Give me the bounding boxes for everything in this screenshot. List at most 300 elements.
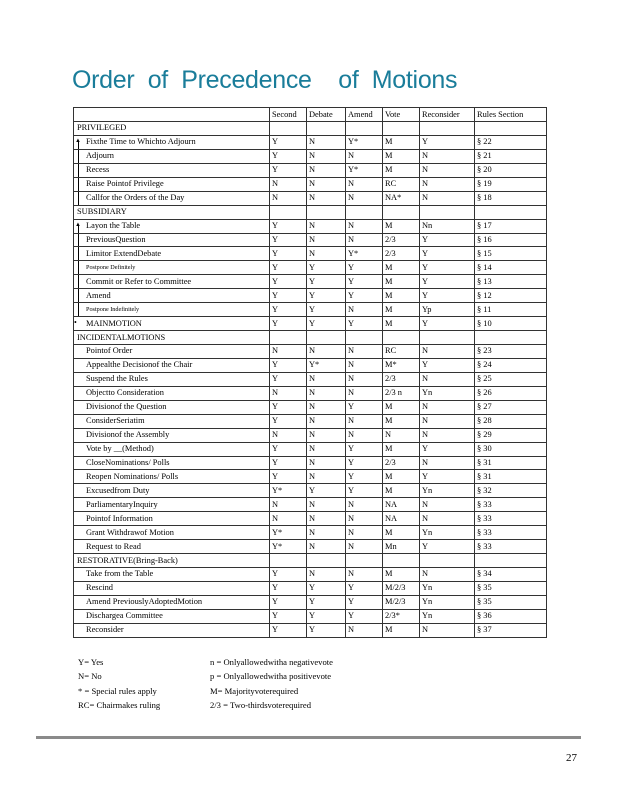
value-cell: N	[420, 191, 475, 205]
header-cell	[74, 108, 270, 122]
motion-name: MAINMOTION	[86, 318, 142, 328]
value-cell: Y	[270, 233, 307, 247]
value-cell: N	[420, 568, 475, 582]
motion-name-cell	[74, 609, 270, 623]
value-cell: Y	[270, 623, 307, 637]
value-cell: Mn	[383, 540, 420, 554]
motion-name: Postpone Definitely	[86, 263, 136, 271]
header-cell: Debate	[307, 108, 346, 122]
motion-name-cell	[74, 372, 270, 386]
table-row	[74, 428, 547, 442]
value-cell: Y	[307, 303, 346, 317]
page-title: Order of Precedence of Motions	[72, 66, 458, 94]
value-cell: N	[346, 177, 383, 191]
value-cell: Y	[307, 484, 346, 498]
value-cell: M	[383, 400, 420, 414]
empty-cell	[475, 554, 547, 568]
value-cell: Y	[346, 470, 383, 484]
value-cell: N	[346, 386, 383, 400]
value-cell: 2/3	[383, 247, 420, 261]
value-cell: N	[307, 135, 346, 149]
value-cell: Y*	[270, 526, 307, 540]
value-cell: § 12	[475, 289, 547, 303]
value-cell: Y*	[346, 247, 383, 261]
value-cell: N	[346, 191, 383, 205]
value-cell: Y	[307, 289, 346, 303]
value-cell: N	[420, 456, 475, 470]
value-cell: N	[270, 191, 307, 205]
motion-name-cell	[74, 414, 270, 428]
bullet-icon: •	[74, 318, 77, 328]
table-row	[74, 526, 547, 540]
precedence-bar	[78, 261, 79, 274]
motion-name: Appealthe Decisionof the Chair	[86, 360, 193, 370]
table-row	[74, 568, 547, 582]
value-cell: Y	[270, 135, 307, 149]
value-cell: Y*	[346, 135, 383, 149]
legend-key: RC= Chairmakes ruling	[78, 699, 161, 710]
motion-name: Commit or Refer to Committee	[86, 276, 192, 286]
precedence-bar	[78, 192, 79, 205]
value-cell: N	[270, 498, 307, 512]
value-cell: § 13	[475, 275, 547, 289]
value-cell: Nn	[420, 219, 475, 233]
precedence-bar	[78, 275, 79, 288]
value-cell: N	[346, 414, 383, 428]
motion-name-cell	[74, 247, 270, 261]
value-cell: Y	[307, 317, 346, 331]
motion-name-cell	[74, 135, 270, 149]
value-cell: Y	[270, 219, 307, 233]
table-row	[74, 163, 547, 177]
value-cell: Y	[270, 609, 307, 623]
value-cell: N	[270, 512, 307, 526]
value-cell: 2/3*	[383, 609, 420, 623]
arrow-up-icon: ▲	[75, 137, 81, 144]
value-cell: 2/3	[383, 233, 420, 247]
precedence-bar	[78, 234, 79, 247]
empty-cell	[346, 205, 383, 219]
value-cell: Y	[270, 568, 307, 582]
value-cell: N	[420, 400, 475, 414]
motion-name: Objectto Consideration	[86, 388, 164, 398]
value-cell: N	[307, 219, 346, 233]
value-cell: Y	[420, 442, 475, 456]
value-cell: N	[420, 498, 475, 512]
table-row	[74, 386, 547, 400]
motion-name: ConsiderSeriatim	[86, 416, 145, 426]
value-cell: N	[307, 149, 346, 163]
arrow-up-icon: ▲	[75, 221, 81, 228]
value-cell: Y	[270, 581, 307, 595]
precedence-bar	[78, 289, 79, 302]
value-cell: § 23	[475, 345, 547, 359]
value-cell: § 11	[475, 303, 547, 317]
page-number: 27	[566, 752, 577, 764]
empty-cell	[307, 205, 346, 219]
legend-key: 2/3 = Two-thirdsvoterequired	[210, 699, 311, 710]
empty-cell	[383, 122, 420, 136]
value-cell: Y	[307, 261, 346, 275]
value-cell: N	[307, 247, 346, 261]
value-cell: § 30	[475, 442, 547, 456]
motion-name-cell	[74, 275, 270, 289]
value-cell: N	[307, 498, 346, 512]
motion-name: CloseNominations/ Polls	[86, 457, 170, 467]
value-cell: Yn	[420, 484, 475, 498]
value-cell: N	[270, 428, 307, 442]
value-cell: N	[420, 512, 475, 526]
motion-name: Postpone Indefinitely	[86, 305, 140, 313]
table-row	[74, 191, 547, 205]
table-row	[74, 414, 547, 428]
value-cell: M	[383, 261, 420, 275]
motion-name-cell	[74, 149, 270, 163]
value-cell: Yn	[420, 526, 475, 540]
table-row	[74, 372, 547, 386]
header-cell: Second	[270, 108, 307, 122]
value-cell: Y	[270, 317, 307, 331]
value-cell: § 21	[475, 149, 547, 163]
header-cell: Rules Section	[475, 108, 547, 122]
motion-name-cell	[74, 442, 270, 456]
value-cell: N	[307, 428, 346, 442]
value-cell: § 25	[475, 372, 547, 386]
value-cell: Y	[420, 261, 475, 275]
value-cell: Y	[270, 247, 307, 261]
empty-cell	[383, 205, 420, 219]
table-row	[74, 470, 547, 484]
value-cell: M	[383, 484, 420, 498]
value-cell: RC	[383, 177, 420, 191]
value-cell: § 35	[475, 595, 547, 609]
value-cell: § 27	[475, 400, 547, 414]
value-cell: N	[346, 568, 383, 582]
table-row	[74, 233, 547, 247]
table-row	[74, 275, 547, 289]
value-cell: Y	[346, 456, 383, 470]
motion-name-cell	[74, 456, 270, 470]
value-cell: Y	[270, 470, 307, 484]
value-cell: Y	[346, 400, 383, 414]
value-cell: N	[307, 512, 346, 526]
section-label: RESTORATIVE(Bring-Back)	[74, 554, 270, 568]
table-row	[74, 623, 547, 637]
value-cell: § 35	[475, 581, 547, 595]
motion-name: Reopen Nominations/ Polls	[86, 471, 179, 481]
value-cell: Y	[346, 317, 383, 331]
value-cell: § 14	[475, 261, 547, 275]
value-cell: Y	[270, 372, 307, 386]
value-cell: N	[346, 219, 383, 233]
value-cell: N	[270, 177, 307, 191]
motion-name-cell	[74, 261, 270, 275]
motion-name: Pointof Information	[86, 513, 153, 523]
value-cell: Y	[270, 289, 307, 303]
value-cell: § 29	[475, 428, 547, 442]
table-row	[74, 149, 547, 163]
motion-name: Layon the Table	[86, 221, 141, 231]
precedence-bar	[78, 164, 79, 177]
value-cell: N	[420, 372, 475, 386]
value-cell: Y*	[346, 163, 383, 177]
value-cell: Y	[307, 609, 346, 623]
empty-cell	[307, 122, 346, 136]
motion-name: Callfor the Orders of the Day	[86, 193, 185, 203]
legend-key: Y= Yes	[78, 657, 104, 667]
table-row	[74, 289, 547, 303]
value-cell: M	[383, 219, 420, 233]
motion-name-cell	[74, 470, 270, 484]
motion-name-cell	[74, 219, 270, 233]
table-row	[74, 400, 547, 414]
value-cell: M	[383, 289, 420, 303]
value-cell: N	[346, 372, 383, 386]
value-cell: Y	[346, 609, 383, 623]
value-cell: M	[383, 317, 420, 331]
motion-name-cell	[74, 289, 270, 303]
value-cell: Y	[307, 275, 346, 289]
value-cell: Y	[346, 581, 383, 595]
value-cell: N	[346, 512, 383, 526]
motion-name: Grant Withdrawof Motion	[86, 527, 174, 537]
value-cell: N	[420, 345, 475, 359]
value-cell: § 10	[475, 317, 547, 331]
value-cell: Y	[270, 149, 307, 163]
empty-cell	[270, 122, 307, 136]
motion-name: Fixthe Time to Whichto Adjourn	[86, 137, 196, 147]
value-cell: Yn	[420, 386, 475, 400]
value-cell: N	[307, 540, 346, 554]
value-cell: Y	[346, 442, 383, 456]
empty-cell	[475, 205, 547, 219]
value-cell: Y*	[270, 540, 307, 554]
value-cell: Y	[346, 275, 383, 289]
precedence-bar	[78, 303, 79, 316]
value-cell: N	[346, 303, 383, 317]
value-cell: N	[307, 470, 346, 484]
motion-name: ParliamentaryInquiry	[86, 499, 158, 509]
value-cell: Y	[420, 358, 475, 372]
value-cell: N	[307, 345, 346, 359]
legend-key: p = Onlyallowedwitha positivevote	[210, 671, 332, 682]
motion-name-cell	[74, 317, 270, 331]
value-cell: § 16	[475, 233, 547, 247]
value-cell: § 31	[475, 470, 547, 484]
value-cell: N	[420, 163, 475, 177]
motion-name: Dischargea Committee	[86, 611, 163, 621]
table-row	[74, 484, 547, 498]
value-cell: Y*	[270, 484, 307, 498]
motion-name-cell	[74, 484, 270, 498]
header-cell: Amend	[346, 108, 383, 122]
empty-cell	[270, 554, 307, 568]
value-cell: M	[383, 149, 420, 163]
motion-name: Adjourn	[86, 151, 114, 161]
value-cell: M/2/3	[383, 595, 420, 609]
motion-name: Divisionof the Question	[86, 402, 167, 412]
motion-name-cell	[74, 233, 270, 247]
table-row	[74, 219, 547, 233]
motion-name-cell	[74, 623, 270, 637]
table-row	[74, 498, 547, 512]
value-cell: 2/3	[383, 456, 420, 470]
value-cell: Y	[270, 414, 307, 428]
value-cell: N	[307, 233, 346, 247]
section-row	[74, 122, 547, 136]
motion-name-cell	[74, 400, 270, 414]
precedence-bar	[78, 178, 79, 191]
motion-name: Recess	[86, 165, 110, 175]
table-row	[74, 261, 547, 275]
value-cell: Y	[346, 289, 383, 303]
motion-name-cell	[74, 428, 270, 442]
value-cell: § 22	[475, 135, 547, 149]
value-cell: § 31	[475, 456, 547, 470]
value-cell: Y	[270, 400, 307, 414]
motion-name-cell	[74, 581, 270, 595]
empty-cell	[270, 331, 307, 345]
motion-name: PreviousQuestion	[86, 234, 146, 244]
section-label: SUBSIDIARY	[74, 205, 270, 219]
value-cell: M	[383, 275, 420, 289]
table-row	[74, 345, 547, 359]
value-cell: M	[383, 568, 420, 582]
motion-name-cell	[74, 177, 270, 191]
value-cell: § 33	[475, 540, 547, 554]
value-cell: M	[383, 470, 420, 484]
legend-key: M= Majorityvoterequired	[210, 685, 299, 696]
value-cell: Y	[420, 275, 475, 289]
motion-name-cell	[74, 386, 270, 400]
empty-cell	[383, 554, 420, 568]
value-cell: M	[383, 623, 420, 637]
value-cell: 2/3 n	[383, 386, 420, 400]
empty-cell	[475, 122, 547, 136]
value-cell: N	[307, 191, 346, 205]
value-cell: Y	[346, 595, 383, 609]
empty-cell	[346, 331, 383, 345]
header-cell: Reconsider	[420, 108, 475, 122]
value-cell: Y	[420, 540, 475, 554]
empty-cell	[420, 554, 475, 568]
table-row	[74, 595, 547, 609]
empty-cell	[420, 122, 475, 136]
table-header-row	[74, 108, 547, 122]
value-cell: § 15	[475, 247, 547, 261]
section-label: INCIDENTALMOTIONS	[74, 331, 270, 345]
motion-name: Suspend the Rules	[86, 374, 148, 384]
value-cell: N	[346, 498, 383, 512]
precedence-bar	[78, 247, 79, 260]
section-label: PRIVILEGED	[74, 122, 270, 136]
motion-name-cell	[74, 526, 270, 540]
value-cell: Y	[270, 261, 307, 275]
table-row	[74, 358, 547, 372]
value-cell: M*	[383, 358, 420, 372]
motion-name: Divisionof the Assembly	[86, 430, 170, 440]
value-cell: NA*	[383, 191, 420, 205]
value-cell: M	[383, 526, 420, 540]
motion-name: Vote by __(Method)	[86, 444, 154, 454]
value-cell: § 32	[475, 484, 547, 498]
value-cell: M	[383, 135, 420, 149]
table-row	[74, 442, 547, 456]
motion-name-cell	[74, 568, 270, 582]
motions-table-container	[73, 107, 546, 638]
value-cell: N	[307, 568, 346, 582]
empty-cell	[346, 554, 383, 568]
table-row	[74, 609, 547, 623]
value-cell: Y	[420, 470, 475, 484]
value-cell: N	[307, 414, 346, 428]
value-cell: Yn	[420, 595, 475, 609]
value-cell: N	[346, 428, 383, 442]
motion-name: Amend PreviouslyAdoptedMotion	[86, 597, 203, 607]
motion-name-cell	[74, 540, 270, 554]
legend-key: n = Onlyallowedwitha negativevote	[210, 657, 333, 667]
value-cell: Y	[270, 275, 307, 289]
value-cell: N	[346, 233, 383, 247]
motion-name: Rescind	[86, 583, 113, 593]
motion-name-cell	[74, 595, 270, 609]
legend-key: * = Special rules apply	[78, 685, 157, 696]
empty-cell	[420, 205, 475, 219]
motion-name-cell	[74, 512, 270, 526]
empty-cell	[475, 331, 547, 345]
value-cell: Y	[346, 484, 383, 498]
value-cell: Y	[270, 442, 307, 456]
value-cell: N	[270, 345, 307, 359]
table-row	[74, 135, 547, 149]
table-row	[74, 581, 547, 595]
value-cell: N	[307, 163, 346, 177]
value-cell: § 17	[475, 219, 547, 233]
motion-name-cell	[74, 303, 270, 317]
value-cell: § 24	[475, 358, 547, 372]
value-cell: RC	[383, 345, 420, 359]
value-cell: N	[307, 372, 346, 386]
value-cell: Yp	[420, 303, 475, 317]
table-row	[74, 540, 547, 554]
value-cell: § 19	[475, 177, 547, 191]
value-cell: Y	[420, 289, 475, 303]
value-cell: M	[383, 442, 420, 456]
value-cell: § 26	[475, 386, 547, 400]
motion-name-cell	[74, 163, 270, 177]
table-row	[74, 303, 547, 317]
value-cell: N	[383, 428, 420, 442]
value-cell: NA	[383, 512, 420, 526]
header-cell: Vote	[383, 108, 420, 122]
value-cell: N	[307, 526, 346, 540]
empty-cell	[346, 122, 383, 136]
value-cell: Y	[307, 623, 346, 637]
motion-name: Raise Pointof Privilege	[86, 179, 164, 189]
value-cell: N	[307, 177, 346, 191]
value-cell: N	[420, 428, 475, 442]
value-cell: N	[307, 442, 346, 456]
value-cell: Y	[270, 595, 307, 609]
value-cell: § 18	[475, 191, 547, 205]
empty-cell	[307, 331, 346, 345]
legend-key: N= No	[78, 671, 102, 682]
value-cell: N	[420, 414, 475, 428]
motion-name-cell	[74, 191, 270, 205]
value-cell: Yn	[420, 581, 475, 595]
value-cell: NA	[383, 498, 420, 512]
value-cell: Y	[307, 595, 346, 609]
